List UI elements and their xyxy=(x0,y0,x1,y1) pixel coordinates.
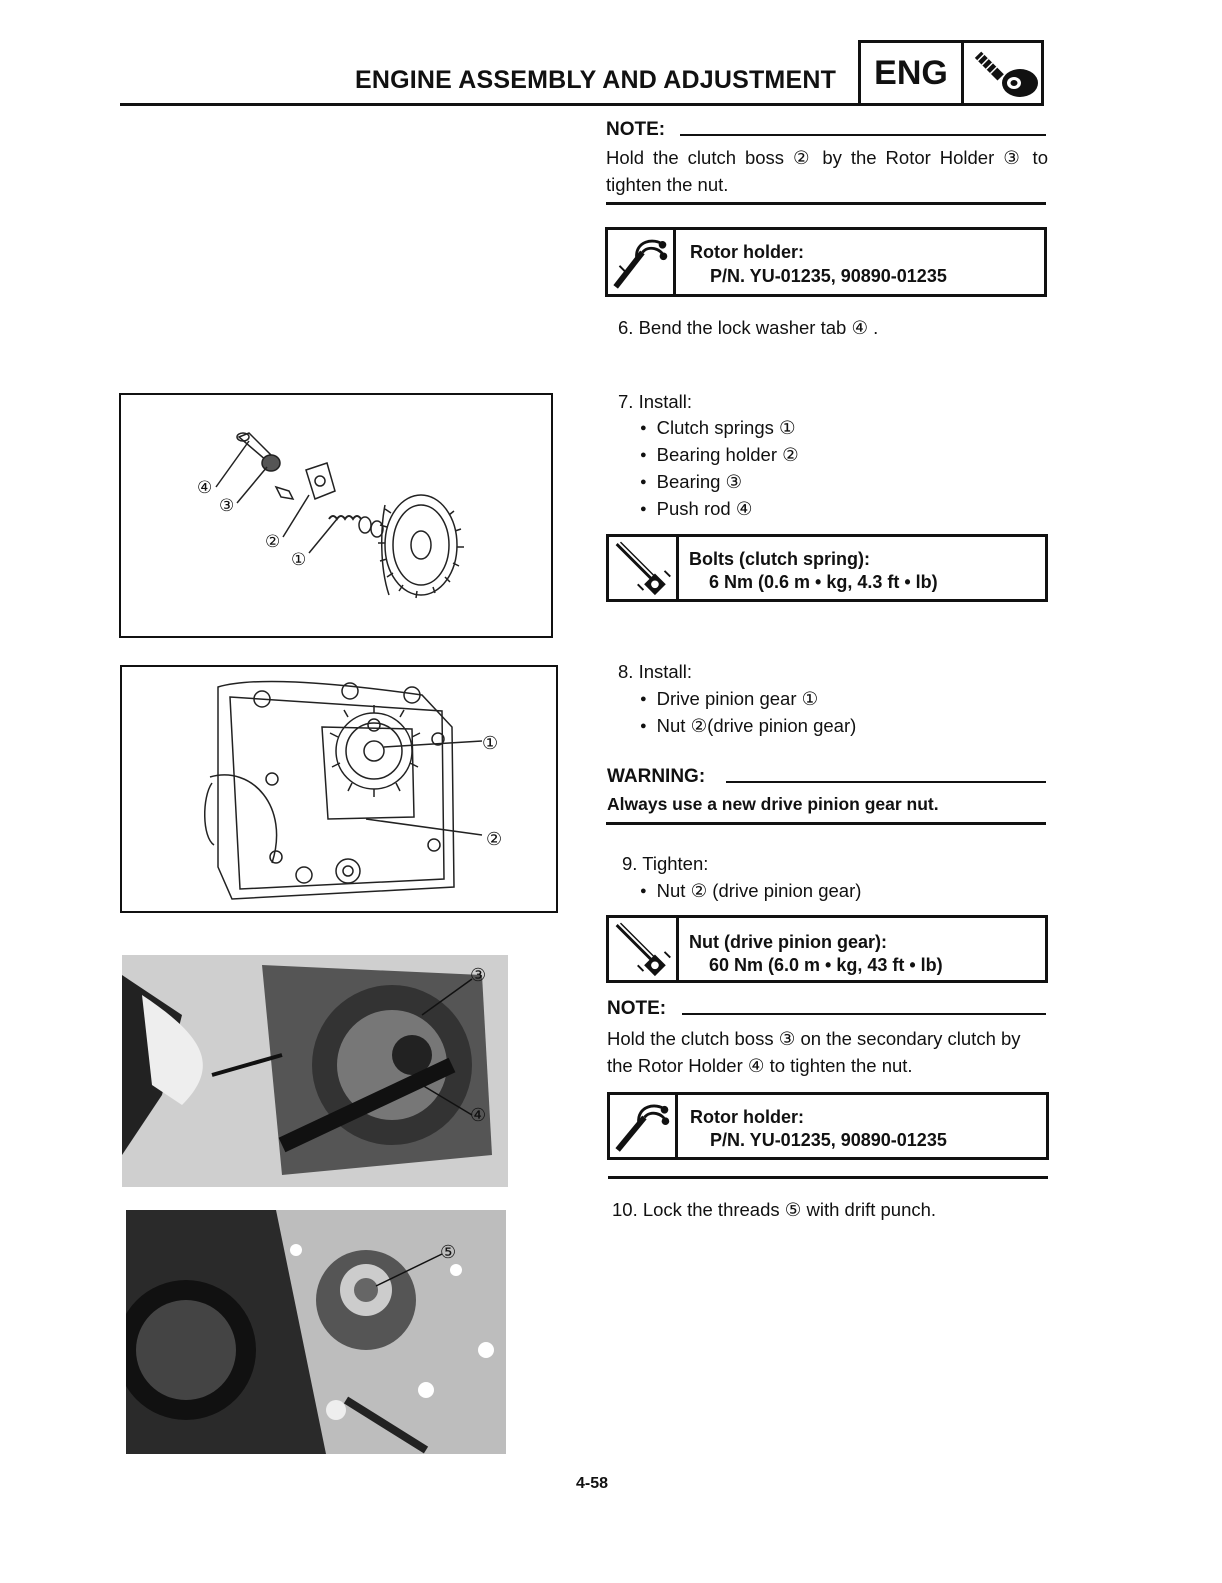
section-badge-label: ENG xyxy=(861,43,964,103)
warning-rule xyxy=(726,781,1046,783)
figure-drift-punch-photo xyxy=(126,1210,506,1454)
rotor-holder-tool-icon xyxy=(610,1095,678,1157)
torque-wrench-icon xyxy=(609,537,679,599)
fig1-callout-4: ④ xyxy=(197,478,213,498)
list-item: ● Bearing holder ② xyxy=(640,441,799,472)
tool-separator xyxy=(608,1176,1048,1179)
torque-name: Nut (drive pinion gear): xyxy=(689,932,887,952)
fig3-callout-4: ④ xyxy=(470,1105,487,1126)
list-item: ● Bearing ③ xyxy=(640,468,742,499)
tool-part-number: P/N. YU-01235, 90890-01235 xyxy=(710,266,947,286)
note-rule xyxy=(680,134,1046,136)
step-9-heading: 9. Tighten: xyxy=(622,853,709,874)
fig4-callout-5: ⑤ xyxy=(440,1242,457,1263)
note-separator xyxy=(606,202,1046,205)
note-text: Hold the clutch boss ③ on the secondary clutch by the Rotor Holder ④ to tighten the nut. xyxy=(607,1028,1021,1076)
drift-punch-photo-drawing xyxy=(126,1210,506,1454)
engine-wrench-icon xyxy=(964,43,1041,103)
torque-name: Bolts (clutch spring): xyxy=(689,549,870,569)
header-rule xyxy=(120,103,858,106)
tool-spec-box xyxy=(605,227,1047,297)
rotor-holder-photo-drawing xyxy=(122,955,508,1187)
torque-value: 60 Nm (6.0 m • kg, 43 ft • lb) xyxy=(709,955,943,975)
clutch-exploded-drawing xyxy=(121,395,551,636)
figure-clutch-exploded xyxy=(119,393,553,638)
figure-drive-pinion xyxy=(120,665,558,913)
page-number: 4-58 xyxy=(576,1475,609,1492)
list-item: ● Drive pinion gear ① xyxy=(640,685,818,716)
fig2-callout-1: ① xyxy=(482,733,499,754)
warning-separator xyxy=(606,822,1046,825)
fig2-callout-2: ② xyxy=(486,829,503,850)
list-item: ● Clutch springs ① xyxy=(640,414,796,445)
list-item: ● Nut ② (drive pinion gear) xyxy=(640,877,861,908)
note-heading: NOTE: xyxy=(607,998,667,1019)
torque-wrench-icon xyxy=(609,918,679,980)
warning-heading: WARNING: xyxy=(607,766,706,787)
fig1-callout-2: ② xyxy=(265,532,281,552)
tool-part-number: P/N. YU-01235, 90890-01235 xyxy=(710,1130,947,1150)
crankcase-drawing xyxy=(122,667,556,911)
fig1-callout-1: ① xyxy=(291,550,307,570)
list-item: ● Nut ②(drive pinion gear) xyxy=(640,712,856,743)
note-heading: NOTE: xyxy=(606,119,666,140)
torque-spec-box xyxy=(606,915,1048,983)
step-7-heading: 7. Install: xyxy=(618,391,693,412)
step-10: 10. Lock the threads ⑤ with drift punch. xyxy=(612,1199,937,1220)
torque-spec-box xyxy=(606,534,1048,602)
torque-value: 6 Nm (0.6 m • kg, 4.3 ft • lb) xyxy=(709,572,938,592)
rotor-holder-tool-icon xyxy=(608,230,676,294)
fig1-callout-3: ③ xyxy=(219,496,235,516)
tool-spec-box xyxy=(607,1092,1049,1160)
step-6: 6. Bend the lock washer tab ④ . xyxy=(618,317,879,338)
list-item: ● Push rod ④ xyxy=(640,495,752,526)
fig3-callout-3: ③ xyxy=(470,965,487,986)
section-badge xyxy=(858,40,1044,106)
tool-name: Rotor holder: xyxy=(690,1107,804,1127)
tool-name: Rotor holder: xyxy=(690,242,804,262)
note-rule xyxy=(682,1013,1046,1015)
warning-text: Always use a new drive pinion gear nut. xyxy=(607,794,939,814)
figure-rotor-holder-photo xyxy=(122,955,508,1187)
step-8-heading: 8. Install: xyxy=(618,661,693,682)
page-title: ENGINE ASSEMBLY AND ADJUSTMENT xyxy=(355,66,837,94)
note-text: Hold the clutch boss ② by the Rotor Holder ③ to tighten the nut. xyxy=(606,147,1048,195)
